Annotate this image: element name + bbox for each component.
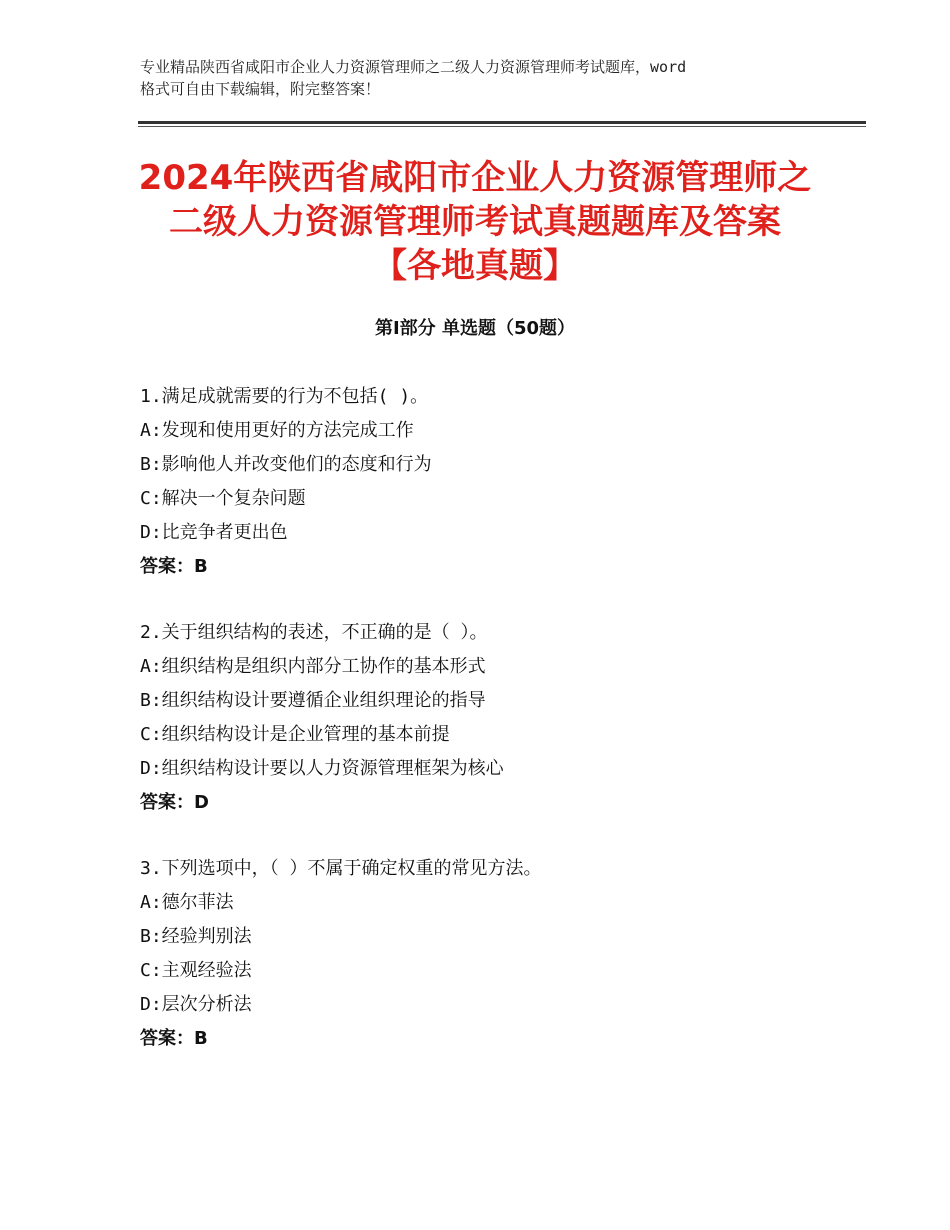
header-note-line-2: 格式可自由下载编辑，附完整答案！ bbox=[140, 80, 381, 98]
option-c: C:组织结构设计是企业管理的基本前提 bbox=[140, 724, 450, 745]
option-d: D:组织结构设计要以人力资源管理框架为核心 bbox=[140, 758, 504, 779]
option-b: B:经验判别法 bbox=[140, 926, 252, 947]
option-a: A:德尔菲法 bbox=[140, 892, 234, 913]
document-title-line-1: 2024年陕西省咸阳市企业人力资源管理师之 bbox=[138, 158, 812, 198]
option-a: A:发现和使用更好的方法完成工作 bbox=[140, 420, 414, 441]
answer-label: 答案：D bbox=[140, 792, 209, 813]
option-d: D:比竞争者更出色 bbox=[140, 522, 288, 543]
answer-label: 答案：B bbox=[140, 556, 208, 577]
question-stem: 1.满足成就需要的行为不包括( )。 bbox=[140, 386, 429, 407]
answer-label: 答案：B bbox=[140, 1028, 208, 1049]
section-title: 第Ⅰ部分 单选题（50题） bbox=[374, 318, 575, 339]
header-note bbox=[140, 56, 820, 100]
document-title-line-2: 二级人力资源管理师考试真题题库及答案 bbox=[169, 202, 781, 242]
header-note-line-1: 专业精品陕西省咸阳市企业人力资源管理师之二级人力资源管理师考试题库，word bbox=[140, 58, 687, 76]
document-title bbox=[100, 156, 850, 288]
option-c: C:主观经验法 bbox=[140, 960, 252, 981]
header-divider-thick bbox=[138, 121, 866, 124]
option-d: D:层次分析法 bbox=[140, 994, 252, 1015]
question-list bbox=[140, 380, 840, 1088]
question-stem: 3.下列选项中，（ ）不属于确定权重的常见方法。 bbox=[140, 858, 542, 879]
question-3 bbox=[140, 852, 840, 1056]
option-c: C:解决一个复杂问题 bbox=[140, 488, 306, 509]
question-2 bbox=[140, 616, 840, 820]
option-b: B:影响他人并改变他们的态度和行为 bbox=[140, 454, 432, 475]
option-a: A:组织结构是组织内部分工协作的基本形式 bbox=[140, 656, 486, 677]
question-stem: 2.关于组织结构的表述，不正确的是（ ）。 bbox=[140, 622, 488, 643]
header-divider-thin bbox=[138, 126, 866, 127]
document-title-line-3: 【各地真题】 bbox=[373, 246, 577, 286]
option-b: B:组织结构设计要遵循企业组织理论的指导 bbox=[140, 690, 486, 711]
question-1 bbox=[140, 380, 840, 584]
